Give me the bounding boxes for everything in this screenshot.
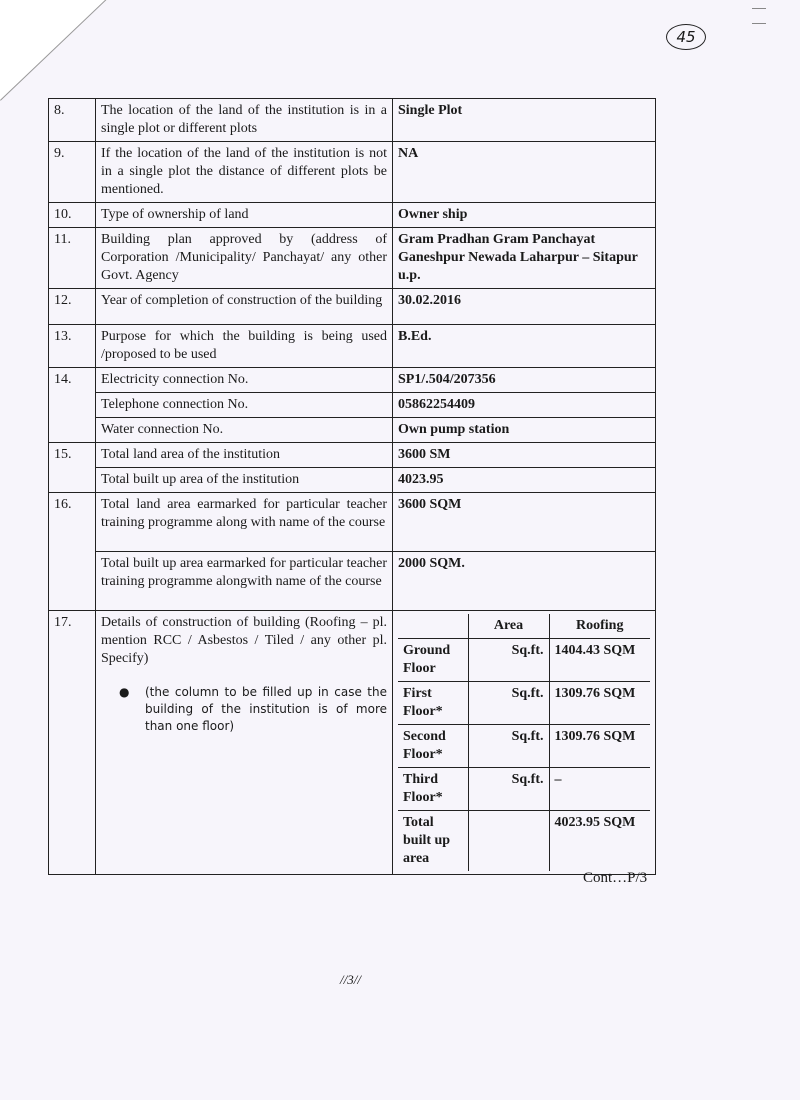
floor-area: Sq.ft. xyxy=(468,725,549,768)
table-row xyxy=(49,418,656,443)
row-description xyxy=(96,611,393,875)
row-description: Electricity connection No. xyxy=(96,368,393,393)
floor-row xyxy=(398,639,650,682)
row-description: Total built up area of the institution xyxy=(96,468,393,493)
table-row xyxy=(49,228,656,289)
floor-table-cell xyxy=(393,611,656,875)
construction-details-label: Details of construction of building (Roofing – pl. mention RCC / Asbestos / Tiled / any other pl. Specify) xyxy=(101,615,387,666)
row-number: 8. xyxy=(49,99,96,142)
floor-roofing: 1309.76 SQM xyxy=(549,682,650,725)
floor-row xyxy=(398,768,650,811)
header-roofing: Roofing xyxy=(549,614,650,639)
row-description: Total land area earmarked for particular teacher training programme along with name of the course xyxy=(96,493,393,552)
row-description: Purpose for which the building is being used /proposed to be used xyxy=(96,325,393,368)
floor-name: First Floor* xyxy=(398,682,468,725)
row-number: 17. xyxy=(49,611,96,875)
row-value: 05862254409 xyxy=(393,393,656,418)
row-number: 15. xyxy=(49,443,96,493)
row-value: Gram Pradhan Gram Panchayat Ganeshpur Newada Laharpur – Sitapur u.p. xyxy=(393,228,656,289)
table-row xyxy=(49,289,656,325)
row-value: 2000 SQM. xyxy=(393,552,656,611)
margin-mark xyxy=(752,8,766,24)
header-area: Area xyxy=(468,614,549,639)
floor-row xyxy=(398,811,650,872)
floor-area: Sq.ft. xyxy=(468,768,549,811)
row-value: 4023.95 xyxy=(393,468,656,493)
row-value: 3600 SM xyxy=(393,443,656,468)
handwritten-page-number: 45 xyxy=(666,24,706,50)
row-description: Building plan approved by (address of Corporation /Municipality/ Panchayat/ any other Govt. Agency xyxy=(96,228,393,289)
note-text: (the column to be filled up in case the building of the institution is of more than one floor) xyxy=(145,685,387,733)
row-value: B.Ed. xyxy=(393,325,656,368)
row-number: 13. xyxy=(49,325,96,368)
row-value: SP1/.504/207356 xyxy=(393,368,656,393)
row-description: Total built up area earmarked for particular teacher training programme alongwith name of the course xyxy=(96,552,393,611)
table-row xyxy=(49,142,656,203)
floor-roofing: 4023.95 SQM xyxy=(549,811,650,872)
table-row xyxy=(49,99,656,142)
floor-table xyxy=(398,614,650,871)
row-value: Owner ship xyxy=(393,203,656,228)
floor-row xyxy=(398,682,650,725)
row-value: 30.02.2016 xyxy=(393,289,656,325)
table-row xyxy=(49,393,656,418)
row-number: 10. xyxy=(49,203,96,228)
row-number: 9. xyxy=(49,142,96,203)
bullet-icon: ● xyxy=(119,685,130,699)
row-number: 12. xyxy=(49,289,96,325)
bullet-note xyxy=(101,684,387,735)
row-value: NA xyxy=(393,142,656,203)
row-description: If the location of the land of the institution is not in a single plot the distance of different plots be mentioned. xyxy=(96,142,393,203)
row-description: The location of the land of the institution is in a single plot or different plots xyxy=(96,99,393,142)
row-number: 14. xyxy=(49,368,96,443)
floor-name: Second Floor* xyxy=(398,725,468,768)
floor-name: Total built up area xyxy=(398,811,468,872)
row-description: Water connection No. xyxy=(96,418,393,443)
row-value: Own pump station xyxy=(393,418,656,443)
floor-roofing: – xyxy=(549,768,650,811)
floor-area: Sq.ft. xyxy=(468,639,549,682)
floor-name: Ground Floor xyxy=(398,639,468,682)
row-number: 16. xyxy=(49,493,96,611)
row-value: 3600 SQM xyxy=(393,493,656,552)
table-row xyxy=(49,468,656,493)
floor-area xyxy=(468,811,549,872)
row-description: Type of ownership of land xyxy=(96,203,393,228)
table-row xyxy=(49,493,656,552)
details-table xyxy=(48,98,656,875)
floor-table-header xyxy=(398,614,650,639)
row-description: Year of completion of construction of the building xyxy=(96,289,393,325)
table-row xyxy=(49,368,656,393)
table-row xyxy=(49,203,656,228)
floor-roofing: 1309.76 SQM xyxy=(549,725,650,768)
page-footer: //3// xyxy=(340,972,361,987)
header-blank xyxy=(398,614,468,639)
row-description: Total land area of the institution xyxy=(96,443,393,468)
row-description: Telephone connection No. xyxy=(96,393,393,418)
table-row xyxy=(49,443,656,468)
continuation-note: Cont…P/3 xyxy=(583,870,648,886)
row-number: 11. xyxy=(49,228,96,289)
row-value: Single Plot xyxy=(393,99,656,142)
floor-roofing: 1404.43 SQM xyxy=(549,639,650,682)
floor-area: Sq.ft. xyxy=(468,682,549,725)
floor-name: Third Floor* xyxy=(398,768,468,811)
floor-row xyxy=(398,725,650,768)
table-row xyxy=(49,611,656,875)
table-row xyxy=(49,325,656,368)
table-row xyxy=(49,552,656,611)
